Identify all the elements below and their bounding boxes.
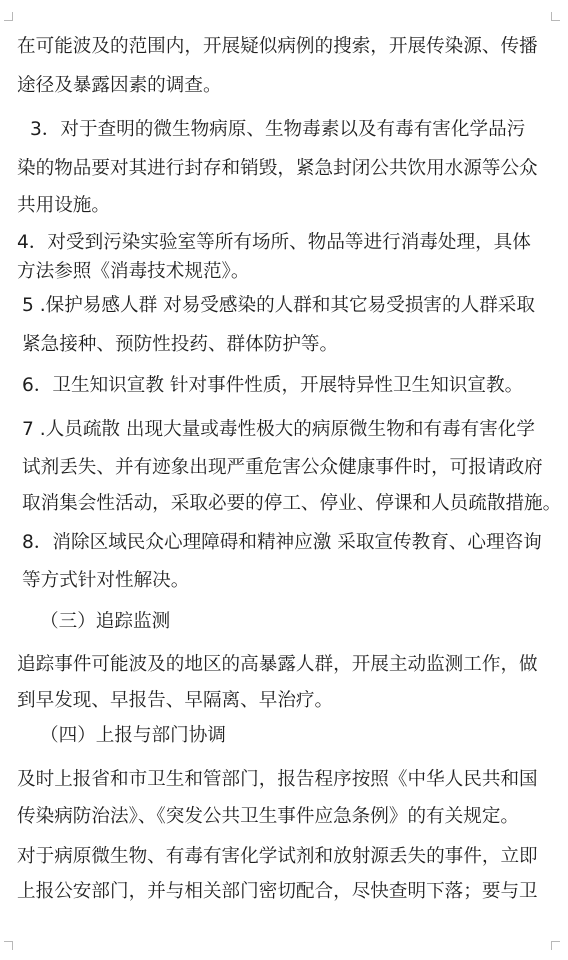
text-line: 6．卫生知识宣教 针对事件性质，开展特异性卫生知识宣教。 (22, 375, 524, 396)
section-heading: （三）追踪监测 (40, 611, 171, 632)
section-heading: （四）上报与部门协调 (40, 725, 226, 746)
text-line: 紧急接种、预防性投药、群体防护等。 (22, 334, 339, 355)
text-line: 染的物品要对其进行封存和销毁，紧急封闭公共饮用水源等公众 (17, 158, 538, 179)
text-line: 上报公安部门，并与相关部门密切配合，尽快查明下落；要与卫 (17, 881, 538, 902)
crop-mark-bottom-left (4, 941, 13, 950)
text-line: 等方式针对性解决。 (22, 570, 190, 591)
text-line: 途径及暴露因素的调查。 (17, 75, 222, 96)
text-line: 对于病原微生物、有毒有害化学试剂和放射源丢失的事件，立即 (17, 846, 538, 867)
text-line: 4．对受到污染实验室等所有场所、物品等进行消毒处理，具体 (17, 232, 531, 253)
text-line: 5 .保护易感人群 对易受感染的人群和其它易受损害的人群采取 (22, 295, 535, 316)
text-line: 共用设施。 (17, 195, 110, 216)
text-line: 在可能波及的范围内，开展疑似病例的搜索，开展传染源、传播 (17, 36, 538, 57)
text-line: 3．对于查明的微生物病原、生物毒素以及有毒有害化学品污 (30, 119, 526, 140)
text-line: 方法参照《消毒技术规范》。 (17, 261, 250, 282)
crop-mark-bottom-right (551, 941, 560, 950)
text-line: 取消集会性活动，采取必要的停工、停业、停课和人员疏散措施。 (22, 493, 562, 514)
text-line: 试剂丢失、并有迹象出现严重危害公众健康事件时，可报请政府 (22, 457, 543, 478)
text-line: 7 .人员疏散 出现大量或毒性极大的病原微生物和有毒有害化学 (22, 419, 535, 440)
text-line: 传染病防治法》、《突发公共卫生事件应急条例》的有关规定。 (17, 806, 520, 827)
text-line: 追踪事件可能波及的地区的高暴露人群，开展主动监测工作，做 (17, 654, 538, 675)
text-line: 及时上报省和市卫生和管部门，报告程序按照《中华人民共和国 (17, 769, 538, 790)
crop-mark-top-right (551, 12, 560, 21)
text-line: 8．消除区域民众心理障碍和精神应激 采取宣传教育、心理咨询 (22, 532, 542, 553)
crop-mark-top-left (4, 12, 13, 21)
text-line: 到早发现、早报告、早隔离、早治疗。 (17, 690, 334, 711)
